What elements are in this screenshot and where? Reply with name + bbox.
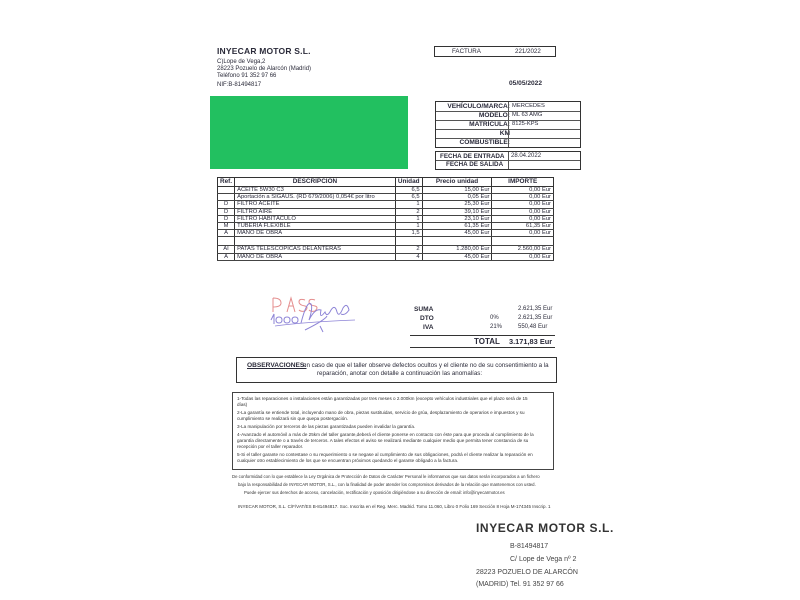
total-label: TOTAL: [474, 337, 500, 346]
warranty-conditions: [232, 392, 554, 470]
condition-line: garantía directamente o a través de terceros. A tales efectos el aviso se realizará mediante cualquier medio que permita tener constancia de su: [237, 438, 529, 443]
stamp-city: 28223 POZUELO DE ALARCÓN: [476, 569, 578, 576]
condition-line: días): [237, 402, 248, 407]
table-row: ACEITE 5W30 C3 6,5 15,00 Eur 0,00 Eur: [218, 187, 554, 194]
entry-date-label: FECHA DE ENTRADA: [440, 153, 505, 160]
company-address: C)Lope de Vega,2: [217, 59, 266, 65]
table-row: AI PATAS TELESCOPICAS DELANTERAS 2 1.280,00 Eur 2.560,00 Eur: [218, 246, 554, 253]
vehicle-model-value: ML 63 AMG: [508, 111, 576, 120]
condition-line: 2-La garantía se entiende total, incluyendo mano de obra, piezas sustituidas, servicio de grúa, desplazamiento de operarios e impuestos y su: [237, 410, 525, 415]
suma-label: SUMA: [414, 306, 434, 313]
company-phone: Teléfono 91 352 97 66: [217, 73, 277, 79]
stamp-phone: (MADRID) Tel. 91 352 97 66: [476, 581, 564, 588]
iva-label: IVA: [423, 324, 434, 331]
vehicle-fuel-value: [508, 138, 576, 147]
total-value: 3.171,83 Eur: [509, 337, 553, 346]
company-name: INYECAR MOTOR S.L.: [217, 46, 311, 56]
suma-value: 2.621,35 Eur: [518, 306, 553, 312]
invoice-box: [434, 46, 556, 57]
signature-icon: [265, 290, 365, 335]
footer-registry: INYECAR MOTOR, S.L. C/F/VAT/ES B-81494817. Soc. Inscrita en el Reg. Merc. Madrid. Tomo 11.060, Libro 0 Folio 169 Sección 8 Hoja M-174345 Inscrip. 1: [238, 504, 551, 509]
entry-date-value: 28.04.2022: [511, 153, 542, 159]
header-unit-price: Precio unidad: [422, 178, 492, 187]
observations-line-1: en caso de que el taller observe defectos ocultos y el cliente no de su consentimiento a la: [303, 362, 549, 369]
observations-box: [236, 357, 557, 383]
observations-line-2: reparación, anotar con detalle a continuación las anomalías:: [317, 370, 483, 377]
invoice-date: 05/05/2022: [509, 80, 543, 87]
dto-label: DTO: [420, 315, 434, 322]
header-amount: IMPORTE: [492, 178, 554, 187]
condition-line: cualquier otro establecimiento de los que se encuentran próximos quedando el garante obligado a la factura.: [237, 458, 459, 463]
privacy-line: Puede ejercer sus derechos de acceso, cancelación, rectificación y oposición dirigiéndose a su dirección de email: info@inyecarmotor.es: [244, 490, 505, 495]
header-ref: Ref.: [218, 178, 235, 187]
table-row: [218, 237, 554, 246]
condition-line: recepción por el taller reparador.: [237, 444, 304, 449]
dates-box: [435, 151, 581, 170]
items-header-row: [218, 178, 554, 187]
header-unit: Unidad: [395, 178, 422, 187]
redacted-customer-block: [210, 96, 408, 169]
totals-divider: [410, 347, 555, 348]
stamp-street: C/ Lope de Vega nº 2: [510, 556, 577, 563]
table-row: A MANO DE OBRA 4 45,00 Eur 0,00 Eur: [218, 253, 554, 260]
table-row: A MANO DE OBRA 1,5 45,00 Eur 0,00 Eur: [218, 230, 554, 237]
vehicle-km-label: KM: [499, 130, 510, 137]
exit-date-label: FECHA DE SALIDA: [446, 161, 504, 168]
vehicle-fuel-label: COMBUSTIBLE:: [459, 139, 510, 146]
condition-line: 4-Avanzado el automóvil a más de 25km del taller garante,deberá el cliente ponerse en contacto con éste para que proceda al cumplimiento de la: [237, 432, 534, 437]
privacy-line: bajo la responsabilidad de INYECAR MOTOR, S.L., con la finalidad de poder atender los compromisos derivados de la relación que mantenemos con usted.: [238, 482, 536, 487]
company-stamp: [476, 521, 614, 593]
invoice-label: FACTURA: [452, 48, 481, 55]
condition-line: 3-La manipulación por terceros de las piezas garantizadas pueden invalidar la garantía.: [237, 424, 416, 429]
table-row: D FILTRO ACEITE 1 25,30 Eur 0,00 Eur: [218, 201, 554, 208]
stamp-company-name: INYECAR MOTOR S.L.: [476, 521, 614, 535]
vehicle-model-label: MODELO:: [478, 112, 510, 119]
vehicle-km-value: [508, 129, 576, 138]
totals-divider: [410, 335, 555, 336]
condition-line: 5-Si el taller garante no contestase o su requerimiento o se negase al cumplimiento de sus obligaciones, podrá el cliente realizar la reparación en: [237, 452, 533, 457]
company-city: 28223 Pozuelo de Alarcón (Madrid): [217, 66, 312, 72]
vehicle-plate-value: 8125-KPS: [508, 120, 576, 129]
vehicle-plate-label: MATRÍCULA:: [469, 121, 510, 128]
observations-title: OBSERVACIONES:: [247, 362, 307, 369]
invoice-number: 221/2022: [515, 48, 541, 55]
iva-value: 550,48 Eur: [518, 324, 548, 330]
vehicle-table: [435, 101, 581, 148]
table-row: Aportación a SIGAUS. (RD 679/2006) 0,054€ por litro 6,5 0,05 Eur 0,00 Eur: [218, 194, 554, 201]
items-table: [217, 177, 554, 261]
condition-line: cumplimiento se realizará sin que quepa postergación.: [237, 416, 349, 421]
iva-pct: 21%: [490, 324, 503, 330]
table-row: D FILTRO AIRE 2 39,10 Eur 0,00 Eur: [218, 208, 554, 215]
dto-value: 2.621,35 Eur: [518, 315, 553, 321]
signature-stamp: [265, 290, 365, 335]
condition-line: 1-Todas las reparaciones o instalaciones están garantizadas por tres meses o 2.000km (excepto vehículos industriales que el plazo será de 15: [237, 396, 528, 401]
vehicle-brand-value: MERCEDES: [508, 102, 576, 111]
stamp-nif: B-81494817: [510, 543, 549, 550]
header-description: DESCRIPCIÓN: [235, 178, 396, 187]
privacy-line: De conformidad con lo que establece la Ley Orgánica de Protección de Datos de Carácter Personal le informamos que sus datos serán incorporados a un fichero: [232, 474, 540, 479]
company-nif: NIF:B-81494817: [217, 82, 262, 88]
table-row: D FILTRO HABITÁCULO 1 23,10 Eur 0,00 Eur: [218, 215, 554, 222]
table-row: M TUBERIA FLEXIBLE 1 61,35 Eur 61,35 Eur: [218, 223, 554, 230]
dto-pct: 0%: [490, 315, 499, 321]
vehicle-brand-label: VEHÍCULO/MARCA:: [447, 103, 510, 110]
